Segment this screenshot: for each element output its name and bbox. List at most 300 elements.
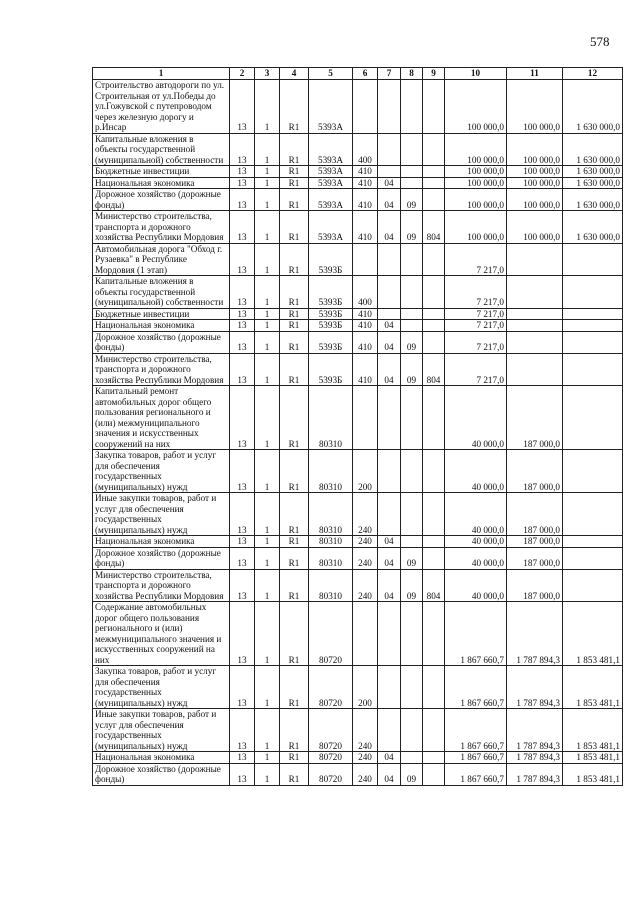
cell-expense-type: 240 bbox=[353, 752, 378, 764]
cell-section: 04 bbox=[378, 547, 401, 569]
cell-amount-year-1: 7 217,0 bbox=[445, 276, 507, 309]
cell-project-code: R1 bbox=[280, 166, 309, 178]
cell-project-code: R1 bbox=[280, 752, 309, 764]
cell-program-code: 1 bbox=[255, 602, 280, 666]
cell-section: 04 bbox=[378, 353, 401, 386]
cell-admin-code: 13 bbox=[230, 536, 255, 548]
cell-project-code: R1 bbox=[280, 353, 309, 386]
cell-subsection bbox=[401, 386, 423, 450]
column-header: 3 bbox=[255, 68, 280, 80]
cell-amount-year-3: 1 630 000,0 bbox=[563, 189, 623, 211]
column-header: 2 bbox=[230, 68, 255, 80]
table-row bbox=[93, 547, 623, 569]
cell-project-code: R1 bbox=[280, 177, 309, 189]
cell-project-code: R1 bbox=[280, 211, 309, 244]
cell-expense-type: 410 bbox=[353, 211, 378, 244]
cell-amount-year-2: 187 000,0 bbox=[507, 386, 563, 450]
cell-amount-year-3 bbox=[563, 450, 623, 493]
cell-program-code: 1 bbox=[255, 752, 280, 764]
cell-amount-year-3 bbox=[563, 353, 623, 386]
table-row bbox=[93, 166, 623, 178]
cell-amount-year-2 bbox=[507, 353, 563, 386]
cell-expense-type bbox=[353, 386, 378, 450]
cell-amount-year-2: 1 787 894,3 bbox=[507, 666, 563, 709]
cell-subsection bbox=[401, 450, 423, 493]
table-row bbox=[93, 666, 623, 709]
cell-item-name: Бюджетные инвестиции bbox=[93, 166, 230, 178]
cell-expense-type: 410 bbox=[353, 353, 378, 386]
cell-ministry-code bbox=[423, 536, 445, 548]
cell-project-code: R1 bbox=[280, 189, 309, 211]
cell-admin-code: 13 bbox=[230, 547, 255, 569]
cell-admin-code: 13 bbox=[230, 211, 255, 244]
cell-item-name: Закупка товаров, работ и услуг для обеспечения государственных (муниципальных) нужд bbox=[93, 450, 230, 493]
cell-item-name: Дорожное хозяйство (дорожные фонды) bbox=[93, 189, 230, 211]
cell-subsection bbox=[401, 133, 423, 166]
cell-ministry-code: 804 bbox=[423, 569, 445, 602]
cell-admin-code: 13 bbox=[230, 166, 255, 178]
cell-amount-year-1: 100 000,0 bbox=[445, 80, 507, 134]
cell-section: 04 bbox=[378, 331, 401, 353]
cell-subsection: 09 bbox=[401, 569, 423, 602]
table-row bbox=[93, 177, 623, 189]
cell-ministry-code: 804 bbox=[423, 211, 445, 244]
cell-item-name: Строительство автодороги по ул. Строительная от ул.Победы до ул.Гожувской с путепроводом через железную дорогу и р.Инсар bbox=[93, 80, 230, 134]
cell-ministry-code bbox=[423, 189, 445, 211]
cell-amount-year-2 bbox=[507, 243, 563, 276]
cell-amount-year-2: 100 000,0 bbox=[507, 80, 563, 134]
cell-direction-code: 80310 bbox=[309, 547, 353, 569]
cell-direction-code: 5393А bbox=[309, 133, 353, 166]
cell-program-code: 1 bbox=[255, 493, 280, 536]
cell-amount-year-3 bbox=[563, 386, 623, 450]
cell-expense-type: 410 bbox=[353, 166, 378, 178]
cell-admin-code: 13 bbox=[230, 243, 255, 276]
cell-amount-year-3: 1 853 481,1 bbox=[563, 763, 623, 785]
column-header: 6 bbox=[353, 68, 378, 80]
cell-item-name: Капитальные вложения в объекты государственной (муниципальной) собственности bbox=[93, 276, 230, 309]
cell-amount-year-3 bbox=[563, 243, 623, 276]
cell-project-code: R1 bbox=[280, 602, 309, 666]
cell-section: 04 bbox=[378, 536, 401, 548]
cell-program-code: 1 bbox=[255, 709, 280, 752]
cell-ministry-code: 804 bbox=[423, 353, 445, 386]
cell-item-name: Министерство строительства, транспорта и дорожного хозяйства Республики Мордовия bbox=[93, 569, 230, 602]
cell-direction-code: 5393Б bbox=[309, 353, 353, 386]
cell-item-name: Национальная экономика bbox=[93, 536, 230, 548]
cell-section bbox=[378, 308, 401, 320]
cell-item-name: Национальная экономика bbox=[93, 752, 230, 764]
cell-subsection bbox=[401, 276, 423, 309]
cell-amount-year-2: 1 787 894,3 bbox=[507, 752, 563, 764]
cell-amount-year-1: 40 000,0 bbox=[445, 536, 507, 548]
cell-item-name: Капитальные вложения в объекты государственной (муниципальной) собственности bbox=[93, 133, 230, 166]
cell-expense-type: 240 bbox=[353, 493, 378, 536]
cell-ministry-code bbox=[423, 166, 445, 178]
cell-program-code: 1 bbox=[255, 536, 280, 548]
cell-section bbox=[378, 666, 401, 709]
cell-amount-year-1: 100 000,0 bbox=[445, 211, 507, 244]
cell-section bbox=[378, 450, 401, 493]
budget-table bbox=[92, 67, 623, 786]
cell-project-code: R1 bbox=[280, 133, 309, 166]
table-row bbox=[93, 493, 623, 536]
cell-admin-code: 13 bbox=[230, 752, 255, 764]
cell-project-code: R1 bbox=[280, 386, 309, 450]
cell-amount-year-1: 1 867 660,7 bbox=[445, 752, 507, 764]
table-row bbox=[93, 243, 623, 276]
cell-program-code: 1 bbox=[255, 353, 280, 386]
cell-section: 04 bbox=[378, 189, 401, 211]
cell-admin-code: 13 bbox=[230, 353, 255, 386]
cell-program-code: 1 bbox=[255, 133, 280, 166]
cell-amount-year-1: 100 000,0 bbox=[445, 189, 507, 211]
column-header: 9 bbox=[423, 68, 445, 80]
cell-project-code: R1 bbox=[280, 709, 309, 752]
cell-program-code: 1 bbox=[255, 177, 280, 189]
table-row bbox=[93, 569, 623, 602]
cell-program-code: 1 bbox=[255, 547, 280, 569]
cell-ministry-code bbox=[423, 386, 445, 450]
cell-program-code: 1 bbox=[255, 166, 280, 178]
cell-item-name: Министерство строительства, транспорта и дорожного хозяйства Республики Мордовия bbox=[93, 211, 230, 244]
cell-item-name: Дорожное хозяйство (дорожные фонды) bbox=[93, 547, 230, 569]
cell-amount-year-3 bbox=[563, 493, 623, 536]
cell-subsection bbox=[401, 752, 423, 764]
cell-direction-code: 80310 bbox=[309, 450, 353, 493]
cell-expense-type: 410 bbox=[353, 177, 378, 189]
cell-expense-type: 240 bbox=[353, 709, 378, 752]
cell-amount-year-3: 1 853 481,1 bbox=[563, 752, 623, 764]
cell-amount-year-1: 1 867 660,7 bbox=[445, 709, 507, 752]
cell-subsection bbox=[401, 709, 423, 752]
cell-subsection: 09 bbox=[401, 547, 423, 569]
table-row bbox=[93, 211, 623, 244]
cell-amount-year-3 bbox=[563, 536, 623, 548]
cell-subsection: 09 bbox=[401, 211, 423, 244]
cell-section bbox=[378, 166, 401, 178]
table-body bbox=[93, 68, 623, 786]
table-row bbox=[93, 353, 623, 386]
cell-amount-year-2: 187 000,0 bbox=[507, 493, 563, 536]
cell-ministry-code bbox=[423, 602, 445, 666]
cell-amount-year-1: 40 000,0 bbox=[445, 450, 507, 493]
cell-direction-code: 5393Б bbox=[309, 276, 353, 309]
cell-amount-year-2: 187 000,0 bbox=[507, 569, 563, 602]
cell-section bbox=[378, 80, 401, 134]
cell-amount-year-1: 100 000,0 bbox=[445, 166, 507, 178]
table-row bbox=[93, 763, 623, 785]
cell-expense-type: 410 bbox=[353, 320, 378, 332]
cell-subsection bbox=[401, 666, 423, 709]
cell-section bbox=[378, 386, 401, 450]
cell-admin-code: 13 bbox=[230, 602, 255, 666]
cell-amount-year-2: 100 000,0 bbox=[507, 211, 563, 244]
table-header-row bbox=[93, 68, 623, 80]
cell-amount-year-1: 7 217,0 bbox=[445, 243, 507, 276]
cell-ministry-code bbox=[423, 450, 445, 493]
table-row bbox=[93, 386, 623, 450]
cell-amount-year-1: 1 867 660,7 bbox=[445, 602, 507, 666]
cell-admin-code: 13 bbox=[230, 133, 255, 166]
cell-program-code: 1 bbox=[255, 276, 280, 309]
cell-direction-code: 5393А bbox=[309, 80, 353, 134]
table-row bbox=[93, 752, 623, 764]
cell-amount-year-3: 1 630 000,0 bbox=[563, 177, 623, 189]
cell-ministry-code bbox=[423, 493, 445, 536]
cell-project-code: R1 bbox=[280, 536, 309, 548]
column-header: 1 bbox=[93, 68, 230, 80]
cell-amount-year-1: 40 000,0 bbox=[445, 493, 507, 536]
cell-amount-year-2: 100 000,0 bbox=[507, 189, 563, 211]
cell-expense-type bbox=[353, 602, 378, 666]
column-header: 10 bbox=[445, 68, 507, 80]
cell-direction-code: 5393А bbox=[309, 211, 353, 244]
cell-direction-code: 5393Б bbox=[309, 308, 353, 320]
cell-expense-type: 410 bbox=[353, 189, 378, 211]
cell-subsection bbox=[401, 308, 423, 320]
cell-expense-type: 240 bbox=[353, 547, 378, 569]
cell-admin-code: 13 bbox=[230, 493, 255, 536]
cell-ministry-code bbox=[423, 133, 445, 166]
cell-ministry-code bbox=[423, 276, 445, 309]
cell-section: 04 bbox=[378, 320, 401, 332]
cell-admin-code: 13 bbox=[230, 320, 255, 332]
cell-program-code: 1 bbox=[255, 189, 280, 211]
cell-item-name: Иные закупки товаров, работ и услуг для обеспечения государственных (муниципальных) нужд bbox=[93, 493, 230, 536]
cell-item-name: Дорожное хозяйство (дорожные фонды) bbox=[93, 763, 230, 785]
table-row bbox=[93, 709, 623, 752]
cell-subsection bbox=[401, 602, 423, 666]
cell-program-code: 1 bbox=[255, 331, 280, 353]
cell-direction-code: 5393Б bbox=[309, 320, 353, 332]
cell-item-name: Капитальный ремонт автомобильных дорог общего пользования регионального и (или) межмуниципального значения и искусственных сооружений на них bbox=[93, 386, 230, 450]
cell-amount-year-2: 187 000,0 bbox=[507, 547, 563, 569]
cell-amount-year-2: 100 000,0 bbox=[507, 177, 563, 189]
cell-project-code: R1 bbox=[280, 450, 309, 493]
cell-amount-year-3: 1 853 481,1 bbox=[563, 602, 623, 666]
cell-amount-year-3 bbox=[563, 569, 623, 602]
cell-amount-year-1: 7 217,0 bbox=[445, 353, 507, 386]
cell-amount-year-3: 1 853 481,1 bbox=[563, 709, 623, 752]
cell-subsection bbox=[401, 177, 423, 189]
cell-item-name: Дорожное хозяйство (дорожные фонды) bbox=[93, 331, 230, 353]
cell-subsection: 09 bbox=[401, 331, 423, 353]
cell-subsection bbox=[401, 536, 423, 548]
table-row bbox=[93, 80, 623, 134]
cell-admin-code: 13 bbox=[230, 331, 255, 353]
cell-amount-year-1: 100 000,0 bbox=[445, 177, 507, 189]
table-row bbox=[93, 331, 623, 353]
cell-amount-year-2: 100 000,0 bbox=[507, 166, 563, 178]
cell-amount-year-1: 7 217,0 bbox=[445, 320, 507, 332]
cell-program-code: 1 bbox=[255, 320, 280, 332]
cell-subsection: 09 bbox=[401, 763, 423, 785]
cell-program-code: 1 bbox=[255, 450, 280, 493]
cell-ministry-code bbox=[423, 177, 445, 189]
cell-admin-code: 13 bbox=[230, 450, 255, 493]
cell-amount-year-1: 1 867 660,7 bbox=[445, 763, 507, 785]
cell-ministry-code bbox=[423, 331, 445, 353]
cell-amount-year-3: 1 853 481,1 bbox=[563, 666, 623, 709]
cell-item-name: Бюджетные инвестиции bbox=[93, 308, 230, 320]
cell-section bbox=[378, 709, 401, 752]
column-header: 7 bbox=[378, 68, 401, 80]
cell-item-name: Иные закупки товаров, работ и услуг для обеспечения государственных (муниципальных) нужд bbox=[93, 709, 230, 752]
cell-ministry-code bbox=[423, 709, 445, 752]
cell-amount-year-3: 1 630 000,0 bbox=[563, 166, 623, 178]
cell-ministry-code bbox=[423, 752, 445, 764]
cell-ministry-code bbox=[423, 320, 445, 332]
cell-direction-code: 80310 bbox=[309, 569, 353, 602]
cell-section bbox=[378, 276, 401, 309]
column-header: 11 bbox=[507, 68, 563, 80]
cell-section: 04 bbox=[378, 177, 401, 189]
cell-expense-type: 240 bbox=[353, 569, 378, 602]
cell-amount-year-3 bbox=[563, 308, 623, 320]
cell-project-code: R1 bbox=[280, 331, 309, 353]
cell-expense-type: 410 bbox=[353, 331, 378, 353]
cell-amount-year-2 bbox=[507, 331, 563, 353]
cell-admin-code: 13 bbox=[230, 666, 255, 709]
cell-project-code: R1 bbox=[280, 320, 309, 332]
page-number: 578 bbox=[590, 34, 610, 49]
cell-amount-year-1: 40 000,0 bbox=[445, 569, 507, 602]
cell-item-name: Автомобильная дорога "Обход г. Рузаевка" в Республике Мордовия (1 этап) bbox=[93, 243, 230, 276]
cell-amount-year-2: 100 000,0 bbox=[507, 133, 563, 166]
column-header: 8 bbox=[401, 68, 423, 80]
cell-program-code: 1 bbox=[255, 308, 280, 320]
cell-expense-type: 200 bbox=[353, 450, 378, 493]
cell-admin-code: 13 bbox=[230, 276, 255, 309]
cell-direction-code: 80720 bbox=[309, 752, 353, 764]
cell-subsection bbox=[401, 166, 423, 178]
cell-admin-code: 13 bbox=[230, 569, 255, 602]
cell-section: 04 bbox=[378, 211, 401, 244]
cell-item-name: Национальная экономика bbox=[93, 177, 230, 189]
cell-ministry-code bbox=[423, 80, 445, 134]
cell-expense-type bbox=[353, 243, 378, 276]
cell-subsection bbox=[401, 493, 423, 536]
cell-program-code: 1 bbox=[255, 569, 280, 602]
cell-subsection bbox=[401, 80, 423, 134]
cell-amount-year-3: 1 630 000,0 bbox=[563, 133, 623, 166]
cell-subsection: 09 bbox=[401, 189, 423, 211]
cell-admin-code: 13 bbox=[230, 177, 255, 189]
cell-direction-code: 5393Б bbox=[309, 243, 353, 276]
cell-amount-year-1: 100 000,0 bbox=[445, 133, 507, 166]
cell-subsection: 09 bbox=[401, 353, 423, 386]
cell-direction-code: 80720 bbox=[309, 709, 353, 752]
cell-ministry-code bbox=[423, 763, 445, 785]
cell-expense-type: 400 bbox=[353, 133, 378, 166]
cell-expense-type bbox=[353, 80, 378, 134]
cell-direction-code: 5393А bbox=[309, 177, 353, 189]
cell-amount-year-1: 7 217,0 bbox=[445, 308, 507, 320]
cell-amount-year-3: 1 630 000,0 bbox=[563, 211, 623, 244]
cell-direction-code: 5393А bbox=[309, 166, 353, 178]
table-row bbox=[93, 133, 623, 166]
cell-amount-year-3 bbox=[563, 331, 623, 353]
cell-program-code: 1 bbox=[255, 666, 280, 709]
cell-project-code: R1 bbox=[280, 243, 309, 276]
cell-ministry-code bbox=[423, 308, 445, 320]
cell-amount-year-3: 1 630 000,0 bbox=[563, 80, 623, 134]
cell-amount-year-2 bbox=[507, 320, 563, 332]
table-row bbox=[93, 308, 623, 320]
cell-amount-year-1: 1 867 660,7 bbox=[445, 666, 507, 709]
cell-project-code: R1 bbox=[280, 80, 309, 134]
cell-admin-code: 13 bbox=[230, 308, 255, 320]
column-header: 5 bbox=[309, 68, 353, 80]
cell-section bbox=[378, 493, 401, 536]
table-row bbox=[93, 276, 623, 309]
cell-admin-code: 13 bbox=[230, 386, 255, 450]
cell-project-code: R1 bbox=[280, 493, 309, 536]
cell-item-name: Закупка товаров, работ и услуг для обеспечения государственных (муниципальных) нужд bbox=[93, 666, 230, 709]
table-row bbox=[93, 536, 623, 548]
cell-amount-year-2: 1 787 894,3 bbox=[507, 709, 563, 752]
cell-direction-code: 5393Б bbox=[309, 331, 353, 353]
cell-admin-code: 13 bbox=[230, 189, 255, 211]
cell-section: 04 bbox=[378, 569, 401, 602]
cell-project-code: R1 bbox=[280, 276, 309, 309]
cell-direction-code: 5393А bbox=[309, 189, 353, 211]
cell-amount-year-3 bbox=[563, 276, 623, 309]
cell-section bbox=[378, 243, 401, 276]
cell-project-code: R1 bbox=[280, 666, 309, 709]
cell-subsection bbox=[401, 243, 423, 276]
cell-amount-year-1: 7 217,0 bbox=[445, 331, 507, 353]
cell-project-code: R1 bbox=[280, 308, 309, 320]
cell-admin-code: 13 bbox=[230, 763, 255, 785]
cell-admin-code: 13 bbox=[230, 80, 255, 134]
cell-subsection bbox=[401, 320, 423, 332]
cell-amount-year-2: 187 000,0 bbox=[507, 450, 563, 493]
cell-direction-code: 80720 bbox=[309, 666, 353, 709]
cell-amount-year-2: 187 000,0 bbox=[507, 536, 563, 548]
cell-amount-year-2 bbox=[507, 308, 563, 320]
cell-program-code: 1 bbox=[255, 80, 280, 134]
cell-direction-code: 80310 bbox=[309, 386, 353, 450]
column-header: 4 bbox=[280, 68, 309, 80]
cell-ministry-code bbox=[423, 666, 445, 709]
cell-item-name: Национальная экономика bbox=[93, 320, 230, 332]
cell-expense-type: 400 bbox=[353, 276, 378, 309]
cell-admin-code: 13 bbox=[230, 709, 255, 752]
cell-item-name: Содержание автомобильных дорог общего пользования регионального и (или) межмуниципального значения и искусственных сооружений на них bbox=[93, 602, 230, 666]
cell-project-code: R1 bbox=[280, 763, 309, 785]
cell-direction-code: 80310 bbox=[309, 536, 353, 548]
cell-item-name: Министерство строительства, транспорта и дорожного хозяйства Республики Мордовия bbox=[93, 353, 230, 386]
cell-expense-type: 240 bbox=[353, 536, 378, 548]
cell-project-code: R1 bbox=[280, 569, 309, 602]
cell-program-code: 1 bbox=[255, 386, 280, 450]
cell-direction-code: 80720 bbox=[309, 763, 353, 785]
cell-amount-year-3 bbox=[563, 547, 623, 569]
table-row bbox=[93, 189, 623, 211]
cell-expense-type: 240 bbox=[353, 763, 378, 785]
table-row bbox=[93, 320, 623, 332]
table-row bbox=[93, 450, 623, 493]
cell-direction-code: 80310 bbox=[309, 493, 353, 536]
cell-expense-type: 200 bbox=[353, 666, 378, 709]
cell-amount-year-2: 1 787 894,3 bbox=[507, 763, 563, 785]
cell-amount-year-1: 40 000,0 bbox=[445, 386, 507, 450]
cell-program-code: 1 bbox=[255, 211, 280, 244]
cell-section: 04 bbox=[378, 763, 401, 785]
cell-amount-year-1: 40 000,0 bbox=[445, 547, 507, 569]
